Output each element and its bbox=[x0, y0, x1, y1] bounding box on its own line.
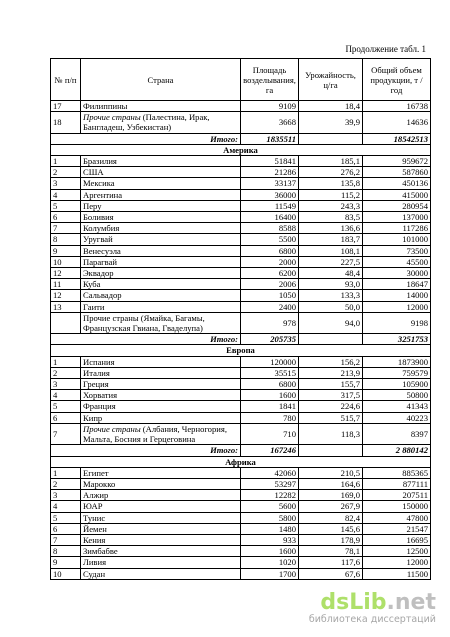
row-production: 137000 bbox=[363, 212, 431, 223]
total-yield bbox=[299, 445, 363, 456]
table-row bbox=[51, 423, 431, 444]
row-production: 150000 bbox=[363, 501, 431, 512]
total-production: 3251753 bbox=[363, 334, 431, 345]
row-number: 4 bbox=[51, 501, 81, 512]
row-country: Египет bbox=[81, 467, 241, 478]
row-yield: 115,2 bbox=[299, 189, 363, 200]
row-area: 6200 bbox=[241, 268, 299, 279]
row-area: 780 bbox=[241, 412, 299, 423]
row-country: Аргентина bbox=[81, 189, 241, 200]
table-row bbox=[51, 290, 431, 301]
table-row bbox=[51, 512, 431, 523]
row-yield: 78,1 bbox=[299, 546, 363, 557]
row-production: 101000 bbox=[363, 234, 431, 245]
row-area: 12282 bbox=[241, 490, 299, 501]
data-table bbox=[50, 58, 431, 580]
row-number: 4 bbox=[51, 189, 81, 200]
row-yield: 18,4 bbox=[299, 101, 363, 112]
row-number: 11 bbox=[51, 279, 81, 290]
row-number: 4 bbox=[51, 390, 81, 401]
row-country: Колумбия bbox=[81, 223, 241, 234]
row-area: 53297 bbox=[241, 478, 299, 489]
row-number: 1 bbox=[51, 467, 81, 478]
table-body bbox=[51, 101, 431, 580]
row-yield: 39,9 bbox=[299, 112, 363, 133]
section-row bbox=[51, 345, 431, 356]
table-row bbox=[51, 501, 431, 512]
row-production: 41343 bbox=[363, 401, 431, 412]
row-production: 14636 bbox=[363, 112, 431, 133]
row-number: 2 bbox=[51, 167, 81, 178]
row-area: 978 bbox=[241, 312, 299, 333]
header-country: Страна bbox=[81, 59, 241, 101]
row-area: 21286 bbox=[241, 167, 299, 178]
watermark-logo-tld: .net bbox=[386, 590, 436, 615]
row-area: 1600 bbox=[241, 390, 299, 401]
table-row bbox=[51, 390, 431, 401]
table-row bbox=[51, 256, 431, 267]
header-yield: Урожайность, ц/га bbox=[299, 59, 363, 101]
row-yield: 145,6 bbox=[299, 523, 363, 534]
total-production: 18542513 bbox=[363, 133, 431, 144]
row-number: 6 bbox=[51, 412, 81, 423]
row-production: 587860 bbox=[363, 167, 431, 178]
row-yield: 178,9 bbox=[299, 534, 363, 545]
row-country: Прочие страны (Палестина, Ирак, Бангладеш, Узбекистан) bbox=[81, 112, 241, 133]
table-row bbox=[51, 478, 431, 489]
table-row bbox=[51, 268, 431, 279]
section-row bbox=[51, 456, 431, 467]
row-yield: 82,4 bbox=[299, 512, 363, 523]
row-number: 17 bbox=[51, 101, 81, 112]
row-yield: 83,5 bbox=[299, 212, 363, 223]
row-yield: 135,8 bbox=[299, 178, 363, 189]
row-yield: 185,1 bbox=[299, 156, 363, 167]
row-yield: 93,0 bbox=[299, 279, 363, 290]
row-area: 6800 bbox=[241, 245, 299, 256]
table-row bbox=[51, 546, 431, 557]
row-yield: 317,5 bbox=[299, 390, 363, 401]
row-country: Греция bbox=[81, 379, 241, 390]
row-country: Ливия bbox=[81, 557, 241, 568]
row-country: Филиппины bbox=[81, 101, 241, 112]
row-number: 8 bbox=[51, 546, 81, 557]
row-country: ЮАР bbox=[81, 501, 241, 512]
total-area: 167246 bbox=[241, 445, 299, 456]
table-row bbox=[51, 212, 431, 223]
table-row bbox=[51, 301, 431, 312]
total-area: 1835511 bbox=[241, 133, 299, 144]
row-production: 21547 bbox=[363, 523, 431, 534]
total-yield bbox=[299, 334, 363, 345]
row-area: 6800 bbox=[241, 379, 299, 390]
total-row bbox=[51, 334, 431, 345]
row-number: 6 bbox=[51, 523, 81, 534]
row-yield: 133,3 bbox=[299, 290, 363, 301]
table-row bbox=[51, 412, 431, 423]
row-country: Йемен bbox=[81, 523, 241, 534]
row-production: 11500 bbox=[363, 568, 431, 579]
row-yield: 156,2 bbox=[299, 356, 363, 367]
row-yield: 183,7 bbox=[299, 234, 363, 245]
row-area: 1480 bbox=[241, 523, 299, 534]
table-row bbox=[51, 200, 431, 211]
table-row bbox=[51, 167, 431, 178]
continuation-label: Продолжение табл. 1 bbox=[345, 44, 426, 54]
watermark-logo-main: dsLib bbox=[320, 590, 387, 615]
row-area: 2006 bbox=[241, 279, 299, 290]
row-area: 33137 bbox=[241, 178, 299, 189]
row-number: 7 bbox=[51, 423, 81, 444]
row-yield: 243,3 bbox=[299, 200, 363, 211]
row-number: 1 bbox=[51, 356, 81, 367]
row-country: Куба bbox=[81, 279, 241, 290]
row-area: 11549 bbox=[241, 200, 299, 211]
row-production: 16695 bbox=[363, 534, 431, 545]
row-yield: 94,0 bbox=[299, 312, 363, 333]
row-production: 18647 bbox=[363, 279, 431, 290]
total-label: Итого: bbox=[51, 133, 241, 144]
row-number: 10 bbox=[51, 568, 81, 579]
row-country: Эквадор bbox=[81, 268, 241, 279]
row-production: 280954 bbox=[363, 200, 431, 211]
row-yield: 267,9 bbox=[299, 501, 363, 512]
row-yield: 108,1 bbox=[299, 245, 363, 256]
row-production: 9198 bbox=[363, 312, 431, 333]
row-area: 1050 bbox=[241, 290, 299, 301]
row-country: Алжир bbox=[81, 490, 241, 501]
row-number: 7 bbox=[51, 223, 81, 234]
row-number: 10 bbox=[51, 256, 81, 267]
row-area: 42060 bbox=[241, 467, 299, 478]
table-row bbox=[51, 379, 431, 390]
row-number: 9 bbox=[51, 245, 81, 256]
row-number: 18 bbox=[51, 112, 81, 133]
table-row bbox=[51, 234, 431, 245]
row-area: 51841 bbox=[241, 156, 299, 167]
table-row bbox=[51, 523, 431, 534]
table-row bbox=[51, 245, 431, 256]
row-area: 710 bbox=[241, 423, 299, 444]
row-area: 36000 bbox=[241, 189, 299, 200]
watermark-logo bbox=[309, 592, 436, 614]
row-production: 885365 bbox=[363, 467, 431, 478]
section-label: Америка bbox=[51, 144, 431, 155]
row-area: 1600 bbox=[241, 546, 299, 557]
row-country: США bbox=[81, 167, 241, 178]
total-label: Итого: bbox=[51, 334, 241, 345]
row-number: 12 bbox=[51, 268, 81, 279]
row-country: Венесуэла bbox=[81, 245, 241, 256]
section-label: Европа bbox=[51, 345, 431, 356]
total-row bbox=[51, 133, 431, 144]
row-production: 450136 bbox=[363, 178, 431, 189]
row-number: 2 bbox=[51, 478, 81, 489]
row-production: 877111 bbox=[363, 478, 431, 489]
section-label: Африка bbox=[51, 456, 431, 467]
total-area: 205735 bbox=[241, 334, 299, 345]
table-row bbox=[51, 312, 431, 333]
row-production: 959672 bbox=[363, 156, 431, 167]
row-production: 415000 bbox=[363, 189, 431, 200]
row-yield: 276,2 bbox=[299, 167, 363, 178]
row-country: Прочие страны (Ямайка, Багамы, Французская Гвиана, Гваделупа) bbox=[81, 312, 241, 333]
row-country: Зимбабве bbox=[81, 546, 241, 557]
row-country: Марокко bbox=[81, 478, 241, 489]
row-area: 16400 bbox=[241, 212, 299, 223]
row-number: 5 bbox=[51, 200, 81, 211]
row-production: 8397 bbox=[363, 423, 431, 444]
row-production: 759579 bbox=[363, 367, 431, 378]
row-country: Франция bbox=[81, 401, 241, 412]
table-row bbox=[51, 189, 431, 200]
total-label: Итого: bbox=[51, 445, 241, 456]
row-production: 207511 bbox=[363, 490, 431, 501]
row-number: 2 bbox=[51, 367, 81, 378]
row-area: 5800 bbox=[241, 512, 299, 523]
watermark bbox=[309, 592, 436, 625]
row-area: 2000 bbox=[241, 256, 299, 267]
header-area: Площадь возделывания, га bbox=[241, 59, 299, 101]
italic-prefix: Прочие страны bbox=[83, 112, 141, 123]
row-country: Италия bbox=[81, 367, 241, 378]
table-row bbox=[51, 568, 431, 579]
watermark-subtitle: библиотека диссертаций bbox=[308, 614, 436, 625]
table-row bbox=[51, 367, 431, 378]
row-yield: 50,0 bbox=[299, 301, 363, 312]
table-row bbox=[51, 156, 431, 167]
total-production: 2 880142 bbox=[363, 445, 431, 456]
row-yield: 227,5 bbox=[299, 256, 363, 267]
row-country: Перу bbox=[81, 200, 241, 211]
row-country: Парагвай bbox=[81, 256, 241, 267]
table-row bbox=[51, 101, 431, 112]
row-country: Гаити bbox=[81, 301, 241, 312]
row-area: 1020 bbox=[241, 557, 299, 568]
total-row bbox=[51, 445, 431, 456]
row-country: Прочие страны (Албания, Черногория, Мальта, Босния и Герцеговина bbox=[81, 423, 241, 444]
table-header-row bbox=[51, 59, 431, 101]
row-production: 73500 bbox=[363, 245, 431, 256]
row-yield: 155,7 bbox=[299, 379, 363, 390]
row-area: 5600 bbox=[241, 501, 299, 512]
row-country: Судан bbox=[81, 568, 241, 579]
row-number: 5 bbox=[51, 401, 81, 412]
row-production: 105900 bbox=[363, 379, 431, 390]
row-area: 120000 bbox=[241, 356, 299, 367]
row-number: 5 bbox=[51, 512, 81, 523]
row-area: 933 bbox=[241, 534, 299, 545]
row-number: 3 bbox=[51, 379, 81, 390]
table-row bbox=[51, 356, 431, 367]
row-yield: 169,0 bbox=[299, 490, 363, 501]
table-row bbox=[51, 279, 431, 290]
row-country: Испания bbox=[81, 356, 241, 367]
row-country: Уругвай bbox=[81, 234, 241, 245]
table-row bbox=[51, 467, 431, 478]
italic-prefix: Прочие страны bbox=[83, 423, 141, 434]
row-number: 7 bbox=[51, 534, 81, 545]
row-number: 6 bbox=[51, 212, 81, 223]
row-area: 1700 bbox=[241, 568, 299, 579]
row-area: 5500 bbox=[241, 234, 299, 245]
row-area: 1841 bbox=[241, 401, 299, 412]
row-production: 1873900 bbox=[363, 356, 431, 367]
row-yield: 117,6 bbox=[299, 557, 363, 568]
row-number: 13 bbox=[51, 301, 81, 312]
row-production: 50800 bbox=[363, 390, 431, 401]
row-area: 2400 bbox=[241, 301, 299, 312]
row-production: 14000 bbox=[363, 290, 431, 301]
row-production: 12500 bbox=[363, 546, 431, 557]
row-yield: 224,6 bbox=[299, 401, 363, 412]
row-country: Боливия bbox=[81, 212, 241, 223]
row-area: 3668 bbox=[241, 112, 299, 133]
table-row bbox=[51, 557, 431, 568]
row-yield: 164,6 bbox=[299, 478, 363, 489]
row-production: 45500 bbox=[363, 256, 431, 267]
table-row bbox=[51, 401, 431, 412]
row-country: Тунис bbox=[81, 512, 241, 523]
row-number: 3 bbox=[51, 490, 81, 501]
row-production: 117286 bbox=[363, 223, 431, 234]
row-country: Мексика bbox=[81, 178, 241, 189]
row-area: 35515 bbox=[241, 367, 299, 378]
row-number: 1 bbox=[51, 156, 81, 167]
header-num: № п/п bbox=[51, 59, 81, 101]
row-production: 12000 bbox=[363, 557, 431, 568]
row-yield: 136,6 bbox=[299, 223, 363, 234]
row-number: 9 bbox=[51, 557, 81, 568]
row-production: 16738 bbox=[363, 101, 431, 112]
row-yield: 210,5 bbox=[299, 467, 363, 478]
row-yield: 118,3 bbox=[299, 423, 363, 444]
table-row bbox=[51, 223, 431, 234]
row-area: 8588 bbox=[241, 223, 299, 234]
row-area: 9109 bbox=[241, 101, 299, 112]
row-country: Сальвадор bbox=[81, 290, 241, 301]
row-yield: 213,9 bbox=[299, 367, 363, 378]
row-yield: 48,4 bbox=[299, 268, 363, 279]
table-row bbox=[51, 490, 431, 501]
row-country: Бразилия bbox=[81, 156, 241, 167]
row-production: 40223 bbox=[363, 412, 431, 423]
row-number bbox=[51, 312, 81, 333]
row-country: Кипр bbox=[81, 412, 241, 423]
row-production: 47800 bbox=[363, 512, 431, 523]
row-country: Кения bbox=[81, 534, 241, 545]
row-production: 30000 bbox=[363, 268, 431, 279]
row-number: 3 bbox=[51, 178, 81, 189]
row-yield: 67,6 bbox=[299, 568, 363, 579]
table-row bbox=[51, 178, 431, 189]
row-number: 8 bbox=[51, 234, 81, 245]
row-country: Хорватия bbox=[81, 390, 241, 401]
row-number: 12 bbox=[51, 290, 81, 301]
row-production: 12000 bbox=[363, 301, 431, 312]
section-row bbox=[51, 144, 431, 155]
header-production: Общий объем продукции, т / год bbox=[363, 59, 431, 101]
total-yield bbox=[299, 133, 363, 144]
row-yield: 515,7 bbox=[299, 412, 363, 423]
table-row bbox=[51, 534, 431, 545]
table-row bbox=[51, 112, 431, 133]
